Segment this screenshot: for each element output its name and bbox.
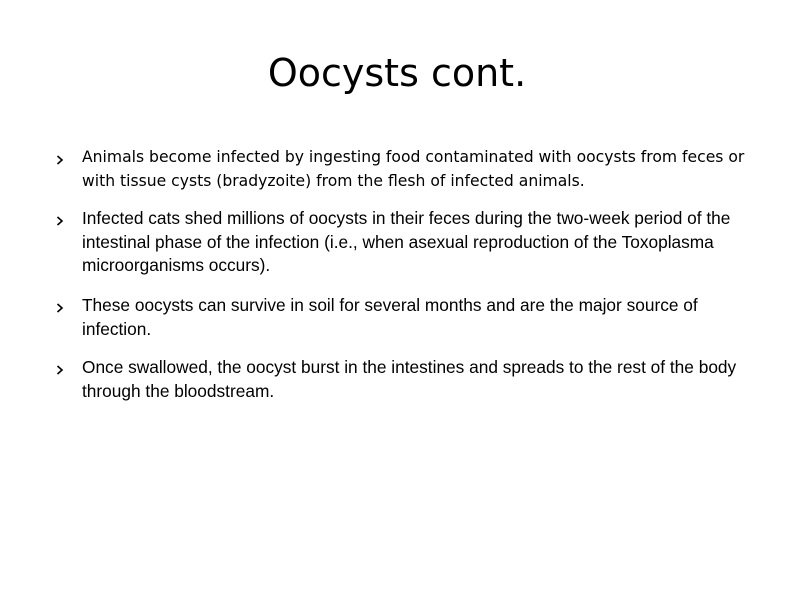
bullet-text: These oocysts can survive in soil for several months and are the major source of infection. [82,295,698,339]
bullet-text: Infected cats shed millions of oocysts in their feces during the two-week period of the intestinal phase of the infection (i.e., when asexual reproduction of the Toxoplasma microorganisms occurs). [82,208,731,275]
bullet-text: Once swallowed, the oocyst burst in the intestines and spreads to the rest of the body through the bloodstream. [82,357,737,401]
arrowhead-bullet-icon [56,155,68,167]
slide-title: Oocysts cont. [267,51,527,95]
bullet-text: Animals become infected by ingesting food contaminated with oocysts from feces or with tissue cysts (bradyzoite) from the flesh of infected animals. [82,148,745,190]
arrowhead-bullet-icon [56,216,68,228]
arrowhead-bullet-icon [56,365,68,377]
arrowhead-bullet-icon [56,303,68,315]
